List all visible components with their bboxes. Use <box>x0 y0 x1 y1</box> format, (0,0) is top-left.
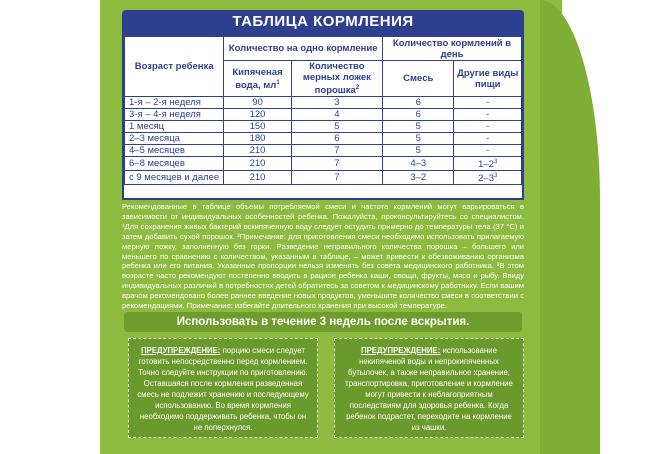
table-cell-mix: 6 <box>383 109 454 121</box>
table-cell-water: 150 <box>224 121 291 133</box>
col-header-mix: Смесь <box>383 61 454 97</box>
table-cell-age: 2–3 месяца <box>125 133 224 145</box>
table-cell-other: - <box>454 121 522 133</box>
warning-label: ПРЕДУПРЕЖДЕНИЕ: <box>361 346 441 355</box>
table-row <box>125 171 522 185</box>
table-cell-water: 90 <box>224 97 291 109</box>
table-cell-water: 210 <box>224 145 291 157</box>
table-cell-spoons: 4 <box>291 109 382 121</box>
table-cell-water: 120 <box>224 109 291 121</box>
group-header-per-feeding: Количество на одно кормление <box>224 37 383 61</box>
table-cell-spoons: 7 <box>291 171 382 185</box>
usage-period-banner: Использовать в течение 3 недель после вскрытия. <box>124 312 522 332</box>
table-cell-other: - <box>454 109 522 121</box>
table-cell-age: с 9 месяцев и далее <box>125 171 224 185</box>
table-cell-mix: 5 <box>383 133 454 145</box>
table-cell-age: 1-я – 2-я неделя <box>125 97 224 109</box>
warning-box-left <box>128 338 318 438</box>
table-row <box>125 121 522 133</box>
table-row <box>125 133 522 145</box>
footnotes-text: Рекомендованные в таблице объемы потребляемой смеси и частота кормлений могут варьироваться в зависимости от индивидуальных особенностей ребенка. Пожалуйста, проконсультируйтесь со специалистом. ¹Для сохранения живых бактерий вскипяченную воду следует остудить примерно до температуры тела (37 °С) и затем добавить сухой порошок. ²Примечание: для приготовления смеси необходимо использовать прилагаемую мерную ложку, заполненную без горки. Разведение неправильного количества порошка – большего или меньшего по сравнению с количеством, указанным в таблице, – может привести к обезвоживанию организма ребенка или его питания. Указанные пропорции нельзя изменять без совета медицинского работника. ³В этом возрасте часто рекомендуют постепенно вводить в рацион ребенка каши, овощи, фрукты, мясо и рыбу. Ввиду индивидуальных различий в потребностях детей обратитесь за советом к медицинскому работнику. Если вашим врачом рекомендовано более раннее введение новых продуктов, уменьшите количество смеси в соответствии с рекомендациями. Примечание: избегайте длительного хранения при высокой температуре. <box>122 202 524 311</box>
table-cell-age: 3-я – 4-я неделя <box>125 109 224 121</box>
table-cell-spoons: 7 <box>291 145 382 157</box>
table-cell-other: - <box>454 145 522 157</box>
table-cell-other: - <box>454 133 522 145</box>
table-cell-spoons: 5 <box>291 121 382 133</box>
table-cell-other: $2-3^3$ <box>454 171 522 185</box>
table-row <box>125 157 522 171</box>
table-cell-other: $1-2^3$ <box>454 157 522 171</box>
table-cell-age: 4–5 месяцев <box>125 145 224 157</box>
table-cell-water: 210 <box>224 157 291 171</box>
warning-text: использование некипяченой воды и непрокипяченных бутылочек, а также неправильное хранение, транспортировка, приготовление и кормление могут привести к неблагоприятным последствиям для здоровья ребенка. Когда ребенок подрастет, переходите на кормление из чашки. <box>345 346 513 432</box>
col-header-age: Возраст ребенка <box>125 37 224 97</box>
page-title: ТАБЛИЦА КОРМЛЕНИЯ <box>122 10 524 34</box>
table-cell-age: 1 месяц <box>125 121 224 133</box>
feeding-table <box>122 34 524 200</box>
warning-text: порцию смеси следует готовить непосредственно перед кормлением. Точно следуйте инструкции по приготовлению. Оставшаяся после кормления разведенная смесь не подлежит хранению и последующему использованию. Во время кормления необходимо поддерживать ребенка, чтобы он не поперхнулся. <box>137 346 309 432</box>
table-cell-water: 210 <box>224 171 291 185</box>
table-cell-mix: 6 <box>383 97 454 109</box>
table-cell-mix: 3–2 <box>383 171 454 185</box>
table-cell-mix: 5 <box>383 121 454 133</box>
col-header-spoons: Количество мерных ложек порошка$^2$ <box>291 61 382 97</box>
table-row <box>125 97 522 109</box>
col-header-other: Другие виды пищи <box>454 61 522 97</box>
table-cell-water: 180 <box>224 133 291 145</box>
table-cell-age: 6–8 месяцев <box>125 157 224 171</box>
table-cell-spoons: 6 <box>291 133 382 145</box>
warning-box-right <box>334 338 524 438</box>
group-header-per-day: Количество кормлений в день <box>383 37 522 61</box>
table-cell-spoons: 3 <box>291 97 382 109</box>
table-cell-spoons: 7 <box>291 157 382 171</box>
package-curve <box>540 0 600 454</box>
table-cell-mix: 5 <box>383 145 454 157</box>
table-row <box>125 145 522 157</box>
col-header-water: Кипяченая вода, $мл^1$ <box>224 61 291 97</box>
table-cell-other: - <box>454 97 522 109</box>
table-row <box>125 109 522 121</box>
warning-label: ПРЕДУПРЕЖДЕНИЕ: <box>141 346 221 355</box>
table-cell-mix: 4–3 <box>383 157 454 171</box>
